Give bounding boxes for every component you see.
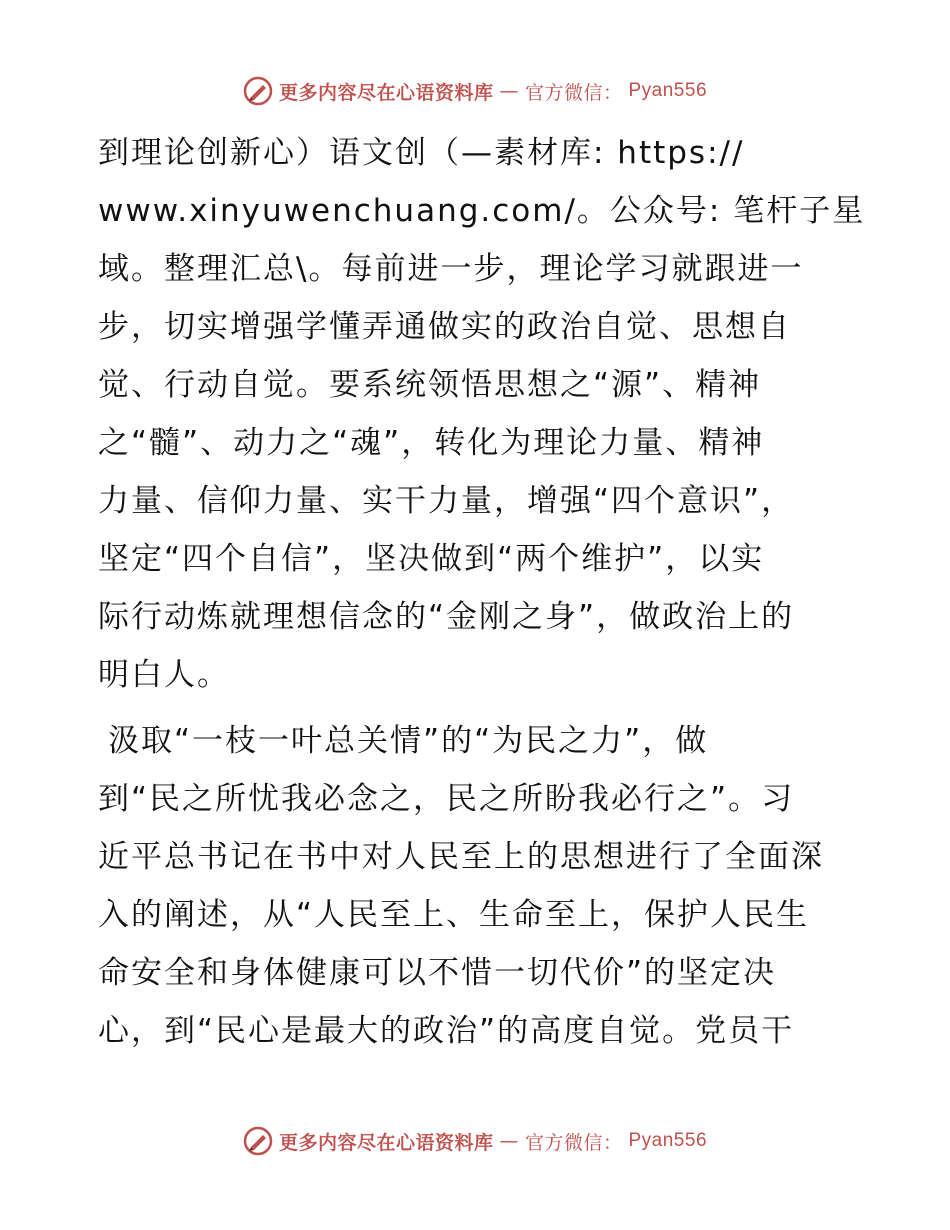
text-line: 之“髓”、动力之“魂”，转化为理论力量、精神 <box>98 425 765 461</box>
text-line: 域。整理汇总\。每前进一步，理论学习就跟进一 <box>98 251 804 287</box>
text-line: 力量、信仰力量、实干力量，增强“四个意识”， <box>98 483 795 519</box>
text-line: 入的阐述，从“人民至上、生命至上，保护人民生 <box>98 897 810 933</box>
banner-wechat-id: Pyan556 <box>628 1130 708 1151</box>
header-banner <box>0 76 950 106</box>
banner-wechat-label: 官方微信： <box>524 1131 623 1154</box>
text-line: 坚定“四个自信”，坚决做到“两个维护”，以实 <box>98 541 765 577</box>
banner-brand: 更多内容尽在心语资料库 <box>278 1131 494 1154</box>
pen-logo-icon <box>243 1126 273 1156</box>
banner-dash: — <box>499 1130 519 1152</box>
text-line: 步，切实增强学懂弄通做实的政治自觉、思想自 <box>98 309 791 345</box>
paragraph-2 <box>98 712 853 1060</box>
text-line: 汲取“一枝一叶总关情”的“为民之力”，做 <box>108 723 709 759</box>
banner-brand: 更多内容尽在心语资料库 <box>278 81 494 104</box>
article-body <box>98 124 866 1060</box>
banner-wechat-id: Pyan556 <box>628 80 708 101</box>
text-line: 明白人。 <box>98 657 230 693</box>
text-line: 觉、行动自觉。要系统领悟思想之“源”、精神 <box>98 367 762 403</box>
text-line: 到“民之所忧我必念之，民之所盼我必行之”。习 <box>98 781 795 817</box>
banner-dash: — <box>499 80 519 102</box>
text-line: www.xinyuwenchuang.com/。公众号: 笔杆子星 <box>98 193 866 229</box>
banner-wechat-label: 官方微信： <box>524 81 623 104</box>
text-line: 命安全和身体健康可以不惜一切代价”的坚定决 <box>98 955 777 991</box>
paragraph-1 <box>98 124 866 704</box>
text-line: 到理论创新心）语文创（—素材库: https:// <box>98 135 745 171</box>
pen-logo-icon <box>243 76 273 106</box>
footer-banner <box>0 1126 950 1156</box>
paragraph-gap <box>98 704 853 712</box>
text-line: 心，到“民心是最大的政治”的高度自觉。党员干 <box>98 1013 795 1049</box>
text-line: 近平总书记在书中对人民至上的思想进行了全面深 <box>98 839 824 875</box>
text-line: 际行动炼就理想信念的“金刚之身”，做政治上的 <box>98 599 795 635</box>
